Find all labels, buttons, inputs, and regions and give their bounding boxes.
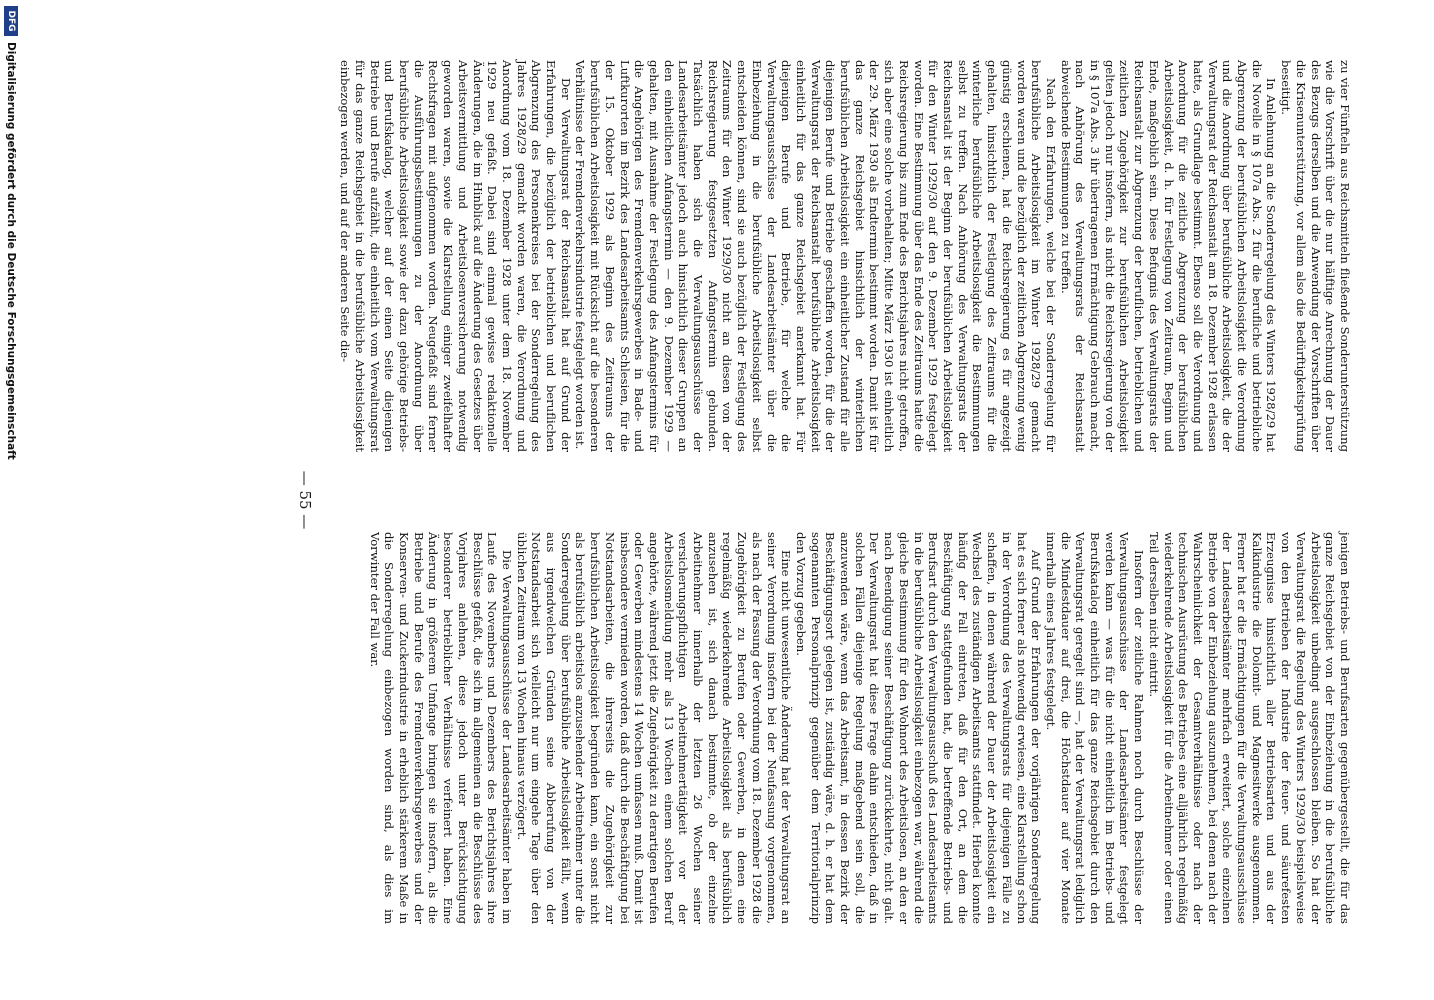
page-number: — 55 — [296,470,314,530]
paragraph: In Anlehnung an die Sonderregelung des Winters 1928/29 hat die Novelle in § 107a Abs. 2 für die berufliche und betriebliche Abgrenzung der berufsüblichen Arbeitslosigkeit die Verordnung und die Anordnung über berufsübliche Arbeitslosigkeit, die der Verwaltungsrat der Reichsanstalt am 18. Dezember 1928 erlassen hatte, als Grundlage bestimmt. Ebenso soll die Verordnung und Anordnung für die zeitliche Abgrenzung der berufsüblichen Arbeitslosigkeit, d. h. für Festlegung von Zeitraum, Beginn und Ende, maßgeblich sein. Diese Befugnis des Verwaltungsrats der Reichsanstalt zur Abgrenzung der beruflichen, betrieblichen und zeitlichen Zugehörigkeit zur berufsüblichen Arbeitslosigkeit gelten jedoch nur insofern, als nicht die Reichsregierung von der in § 107a Abs. 3 ihr übertragenen Ermächtigung Gebrauch macht, nach Anhörung des Verwaltungsrats der Reichsanstalt abweichende Bestimmungen zu treffen. [1058,60,1279,452]
paragraph: zu vier Fünfteln aus Reichsmitteln fließende Sonderunterstützung wie die Vorschrift über die nur hälftige Anrechnung der Dauer des Bezugs derselben und die Anwendung der Vorschriften über die Krisenunterstützung, vor allem also die Bedürftigkeitsprüfung beseitigt. [1279,60,1352,452]
paragraph: Die Verwaltungsausschüsse der Landesarbeitsämter haben im Laufe des Novembers und Dezembers des Berichtsjahres ihre Beschlüsse gefaßt, die sich im allgemeinen an die Beschlüsse des Vorjahres anlehnen, diese jedoch unter Berücksichtigung besonderer betrieblicher Verhältnisse verfeinert haben. Eine Änderung in größerem Umfange bringen sie insofern, als die Betriebe und Berufe des Fremdenverkehrsgewerbes und der Konserven- und Zuckerindustrie in erheblich stärkerem Maße in die Sonderregelung einbezogen worden sind, als dies im Vorwinter der Fall war. [367,532,514,924]
left-text-column [337,60,1352,452]
paragraph: Auf Grund der Erfahrungen der vorjährigen Sonderregelung hat es sich ferner als notwendig erwiesen, eine Klarstellung schon in der Verordnung des Verwaltungsrats für diejenigen Fälle zu schaffen, in denen während der Dauer der Arbeitslosigkeit ein Wechsel des zuständigen Arbeitsamts stattfindet. Hierbei konnte häufig der Fall eintreten, daß für den Ort, an dem die Beschäftigung stattgefunden hat, die betreffende Betriebs- und Berufsart durch den Verwaltungsausschuß des Landesarbeitsamts in die berufsübliche Arbeitslosigkeit einbezogen war, während die gleiche Bestimmung für den Wohnort des Arbeitslosen, an den er nach Beendigung seiner Beschäftigung zurückkehrte, nicht galt. Der Verwaltungsrat hat diese Frage dahin entschieden, daß in solchen Fällen diejenige Regelung maßgebend sein soll, die anzuwenden wäre, wenn das Arbeitsamt, in dessen Bezirk der Beschäftigungsort gelegen ist, zuständig wäre, d. h. er hat dem sogenannten Personalprinzip gegenüber dem Territorialprinzip den Vorzug gegeben. [793,532,1044,924]
paragraph: Eine nicht unwesentliche Änderung hat der Verwaltungsrat an seiner Verordnung insofern bei der Neufassung vorgenommen, als nach der Fassung der Verordnung vom 18. Dezember 1928 die Zugehörigkeit zu Berufen oder Gewerben, in denen eine regelmäßig wiederkehrende Arbeitslosigkeit als berufsüblich anzusehen ist, sich danach bestimmte, ob der einzelne Arbeitnehmer innerhalb der letzten 26 Wochen seiner versicherungspflichtigen Arbeitnehmertätigkeit vor der Arbeitslosmeldung mehr als 13 Wochen einem solchen Beruf angehörte, während jetzt die Zugehörigkeit zu derartigen Berufen oder Gewerben mindestens 14 Wochen umfassen muß. Damit ist insbesondere vermieden worden, daß durch die Beschäftigung bei Notstandsarbeiten, die ihrerseits die Zugehörigkeit zur berufsüblichen Arbeitslosigkeit begründen kann, ein sonst nicht als berufsüblich arbeitslos anzusehender Arbeitnehmer unter die Sonderregelung über berufsübliche Arbeitslosigkeit fällt, wenn aus irgendwelchen Gründen seine Abberufung von der Notstandsarbeit sich vielleicht nur um eingehe Tage über den üblichen Zeitraum von 13 Wochen hinaus verzögert. [514,532,794,924]
dfg-logo: DFG [4,6,18,36]
paragraph: Der Verwaltungsrat der Reichsanstalt hat auf Grund der Erfahrungen, die bezüglich der betrieblichen und beruflichen Abgrenzung des Personenkreises bei der Sonderregelung des Jahres 1928/29 gemacht worden waren, die Verordnung und Anordnung vom 18. Dezember 1928 unter dem 18. November 1929 neu gefaßt. Dabei sind einmal gewisse redaktionelle Änderungen, die im Hinblick auf die Änderung des Gesetzes über Arbeitsvermittlung und Arbeitslosenversicherung notwendig geworden waren, sowie die Klarstellung einiger zweifelhafter Rechtsfragen mit aufgenommen worden. Neugefaßt sind ferner die Ausführungsbestimmungen zu der Anordnung über berufsübliche Arbeitslosigkeit sowie der dazu gehörige Betriebs- und Berufskatalog, welcher auf der einen Seite diejenigen Betriebe und Berufe aufzählt, die einheitlich vom Verwaltungsrat für das ganze Reichsgebiet in die berufsübliche Arbeitslosigkeit einbezogen werden, und auf der anderen Seite die- [338,60,573,452]
paragraph: Insofern der zeitliche Rahmen noch durch Beschlüsse der Verwaltungsausschüsse der Landesarbeitsämter festgelegt werden kann — was für die nicht einheitlich im Betriebs- und Berufskatalog einheitlich für das ganze Reichsgebiet durch den Verwaltungsrat geregelt sind —, hat der Verwaltungsrat lediglich die Mindestdauer auf drei, die Höchstdauer auf vier Monate innerhalb eines Jahres festgelegt. [1043,532,1147,924]
paragraph: Nach den Erfahrungen, welche bei der Sonderregelung für berufsübliche Arbeitslosigkeit im Winter 1928/29 gemacht worden waren und die bezüglich der zeitlichen Abgrenzung wenig günstig erschienen, hat die Reichsregierung es für angezeigt gehalten, hinsichtlich der Festlegung des Zeitraums für die winterliche berufsübliche Arbeitslosigkeit die Bestimmungen selbst zu treffen. Nach Anhörung des Verwaltungsrats der Reichsanstalt ist der Beginn der berufsüblichen Arbeitslosigkeit für den Winter 1929/30 auf den 9. Dezember 1929 festgelegt worden. Eine Bestimmung über das Ende des Zeitraums hatte die Reichsregierung bis zum Ende des Berichtsjahres nicht getroffen, sich aber eine solche vorbehalten; Mitte März 1930 ist einheitlich der 29. März 1930 als Endtermin bestimmt worden. Damit ist für das ganze Reichsgebiet hinsichtlich der winterlichen berufsüblichen Arbeitslosigkeit ein einheitlicher Zustand für alle diejenigen Berufe und Betriebe geschaffen worden, für die der Verwaltungsrat der Reichsanstalt berufsübliche Arbeitslosigkeit einheitlich für das ganze Reichsgebiet anerkannt hat. Für diejenigen Berufe und Betriebe, für welche die Verwaltungsausschüsse der Landesarbeitsämter über die Einbeziehung in die berufsübliche Arbeitslosigkeit selbst entscheiden können, sind sie auch bezüglich der Festlegung des Zeitraums für den Winter 1929/30 nicht an diesen von der Reichsregierung festgesetzten Anfangstermin gebunden. Tatsächlich haben sich die Verwaltungsausschüsse der Landesarbeitsämter jedoch auch hinsichtlich dieser Gruppen an den einheitlichen Anfangstermin — den 9. Dezember 1929 — gehalten, mit Ausnahme der Festlegung des Anfangstermins für die Angehörigen des Fremdenverkehrsgewerbes in Bade- und Luftkurorten im Bezirk des Landesarbeitsamts Schlesien, für die der 15. Oktober 1929 als Beginn des Zeitraums der berufsüblichen Arbeitslosigkeit mit Rücksicht auf die besonderen Verhältnisse der Fremdenverkehrsindustrie festgelegt worden ist. [573,60,1058,452]
footer-credit-text: Digitalisierung gefördert durch die Deutsche Forschungsgemeinschaft [5,42,17,460]
right-text-column [367,532,1352,924]
paragraph: jenigen Betriebs- und Berufsarten gegenübergestellt, die für das ganze Reichsgebiet von der Einbeziehung in die berufsübliche Arbeitslosigkeit unbedingt ausgeschlossen bleiben. So hat der Verwaltungsrat die Regelung des Winters 1929/30 beispielsweise von den Betrieben der Industrie der feuer- und säurefesten Erzeugnisse hinsichtlich aller Betriebsarten und aus der Kalkindustrie die Dolomit- und Magnesitwerke ausgenommen. Ferner hat er die Ermächtigungen für die Verwaltungsausschüsse der Landesarbeitsämter mehrfach erweitert, solche einzelnen Betriebe von der Einbeziehung auszunehmen, bei denen nach der Wahrscheinlichkeit der Gesamtverhältnisse oder nach der technischen Ausrüstung des Betriebes eine alljährlich regelmäßig wiederkehrende Arbeitslosigkeit für die Arbeitnehmer oder einen Teil derselben nicht eintritt. [1146,532,1352,924]
digitization-footer [2,0,20,1000]
